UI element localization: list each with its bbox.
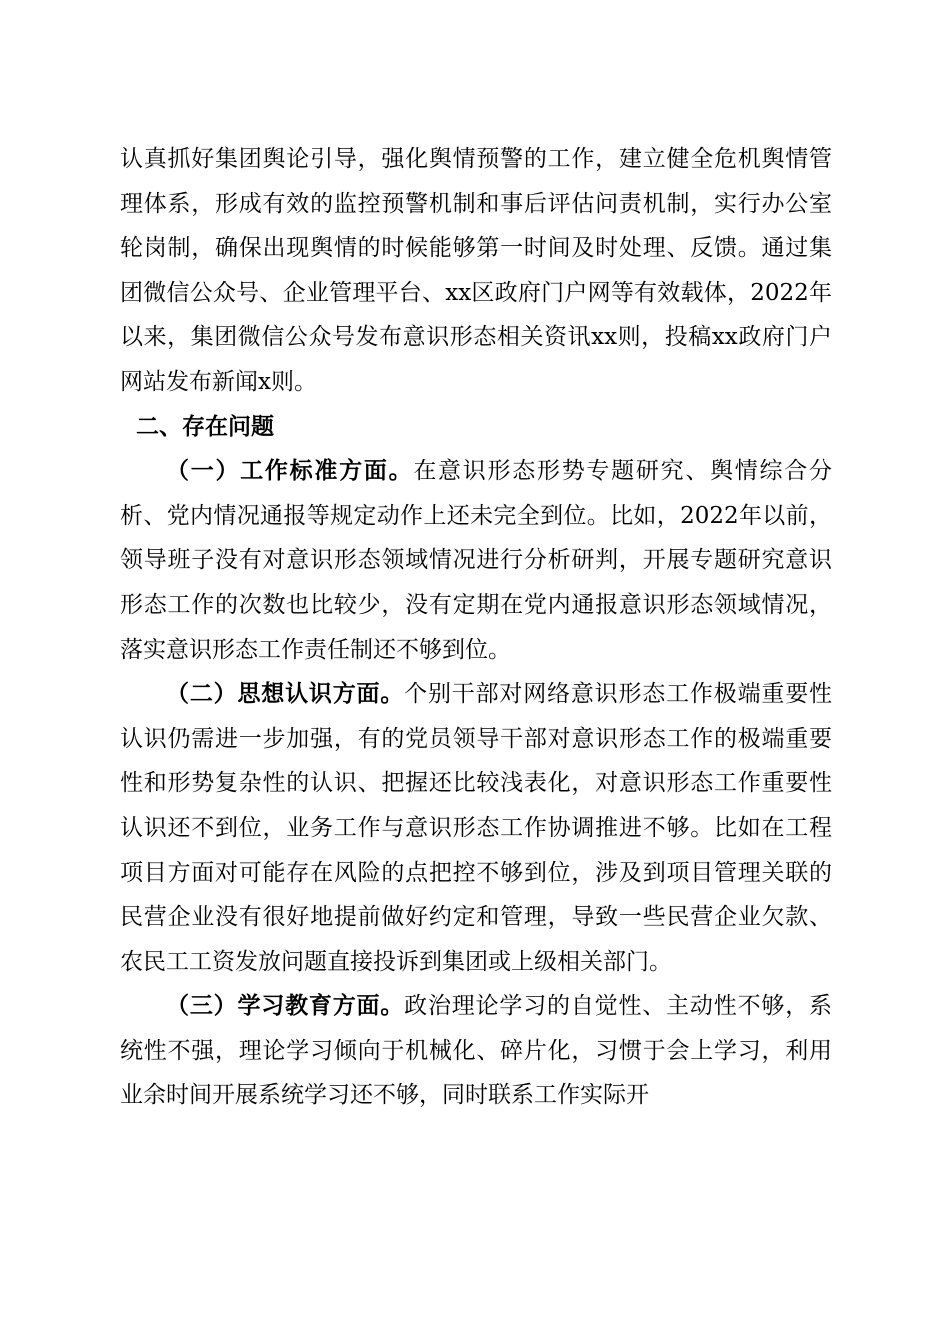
section-heading: 二、存在问题 <box>136 413 274 440</box>
issue-2-lead: （二）思想认识方面。 <box>166 680 405 708</box>
document-body <box>120 137 832 1118</box>
issue-3-lead: （三）学习教育方面。 <box>166 992 405 1020</box>
continuation-paragraph: 认真抓好集团舆论引导，强化舆情预警的工作，建立健全危机舆情管理体系，形成有效的监控预警机制和事后评估问责机制，实行办公室轮岗制，确保出现舆情的时候能够第一时间及时处理、反馈。通过集团微信公众号、企业管理平台、xx区政府门户网等有效载体，2022年以来，集团微信公众号发布意识形态相关资讯xx则，投稿xx政府门户网站发布新闻x则。 <box>120 146 832 395</box>
issue-3-body: 政治理论学习的自觉性、主动性不够，系统性不强，理论学习倾向于机械化、碎片化，习惯于会上学习，利用业余时间开展系统学习还不够，同时联系工作实际开 <box>120 993 833 1109</box>
issue-paragraph-3 <box>120 984 832 1118</box>
issue-1-body: 在意识形态形势专题研究、舆情综合分析、党内情况通报等规定动作上还未完全到位。比如，2022年以前，领导班子没有对意识形态领域情况进行分析研判，开展专题研究意识形态工作的次数也比较少，没有定期在党内通报意识形态领域情况，落实意识形态工作责任制还不够到位。 <box>120 458 833 663</box>
issue-1-lead: （一）工作标准方面。 <box>166 457 414 485</box>
issue-2-body: 个别干部对网络意识形态工作极端重要性认识仍需进一步加强，有的党员领导干部对意识形态工作的极端重要性和形势复杂性的认识、把握还比较浅表化，对意识形态工作重要性认识还不到位，业务工作与意识形态工作协调推进不够。比如在工程项目方面对可能存在风险的点把控不够到位，涉及到项目管理关联的民营企业没有很好地提前做好约定和管理，导致一些民营企业欠款、农民工工资发放问题直接投诉到集团或上级相关部门。 <box>120 681 833 975</box>
issue-paragraph-2 <box>120 672 832 984</box>
issue-paragraph-1 <box>120 449 832 672</box>
